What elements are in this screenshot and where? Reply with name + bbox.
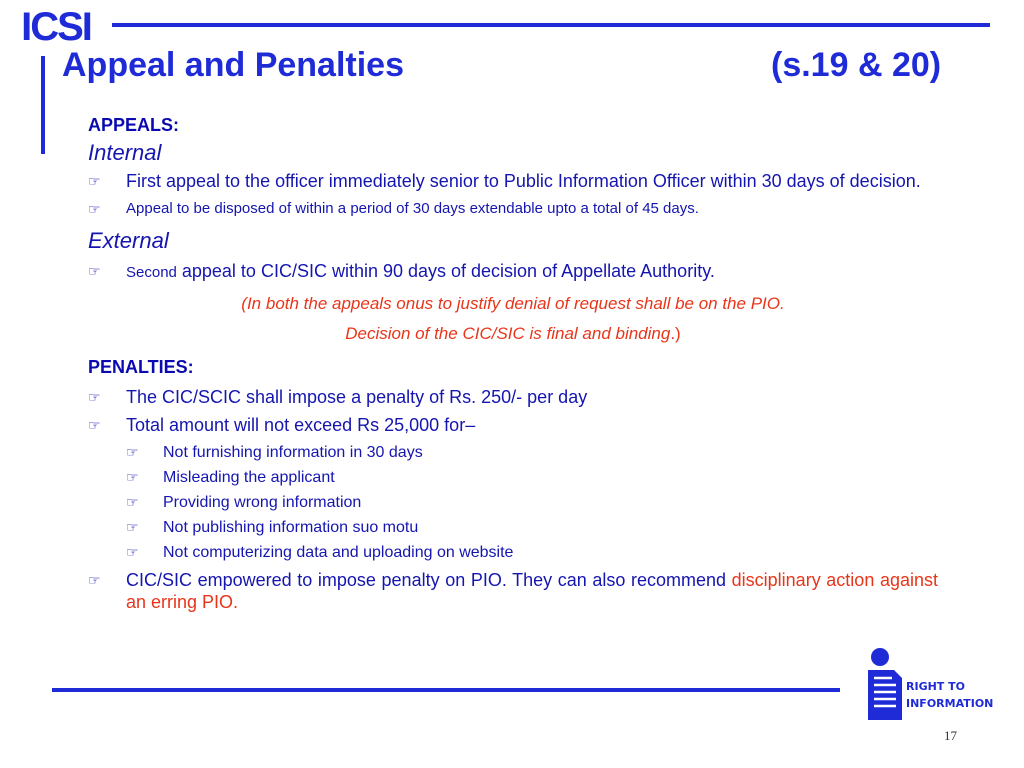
- sub-list-item: ☞ Not computerizing data and uploading on website: [88, 540, 938, 565]
- pointing-hand-icon: ☞: [88, 263, 101, 279]
- pointing-hand-icon: ☞: [88, 201, 101, 217]
- appeals-heading: APPEALS:: [88, 115, 180, 135]
- page-number: 17: [944, 728, 957, 743]
- top-rule: [112, 23, 990, 27]
- list-item: ☞ CIC/SIC empowered to impose penalty on PIO. They can also recommend disciplinary action against an erring PIO.: [88, 570, 938, 612]
- pointing-hand-icon: ☞: [88, 417, 101, 433]
- title-section: (s.19 & 20): [771, 46, 942, 84]
- sub-list-item: ☞ Not publishing information suo motu: [88, 515, 938, 540]
- sub-list-item: ☞ Providing wrong information: [88, 490, 938, 515]
- appeals-note-line2: Decision of the CIC/SIC is final and binding.): [345, 324, 681, 343]
- sub-list-item: ☞ Not furnishing information in 30 days: [88, 440, 938, 465]
- pointing-hand-icon: ☞: [126, 444, 139, 460]
- list-item: ☞ The CIC/SCIC shall impose a penalty of Rs. 250/- per day: [88, 387, 588, 407]
- pointing-hand-icon: ☞: [126, 469, 139, 485]
- list-item: ☞ Appeal to be disposed of within a period of 30 days extendable upto a total of 45 days.: [88, 198, 938, 220]
- pointing-hand-icon: ☞: [126, 519, 139, 535]
- internal-label: Internal: [88, 140, 162, 165]
- appeals-note-line1: (In both the appeals onus to justify denial of request shall be on the PIO.: [241, 294, 785, 313]
- pointing-hand-icon: ☞: [88, 389, 101, 405]
- list-item: ☞ Total amount will not exceed Rs 25,000 for–: [88, 415, 476, 435]
- logo-text: ICSI: [21, 5, 91, 46]
- slide-content: [88, 112, 938, 613]
- left-rule: [41, 56, 45, 154]
- pointing-hand-icon: ☞: [126, 544, 139, 560]
- pointing-hand-icon: ☞: [88, 572, 101, 588]
- sub-list-item: ☞ Misleading the applicant: [88, 465, 938, 490]
- bottom-rule: [52, 688, 840, 692]
- rti-label: RIGHT TO INFORMATION: [906, 680, 994, 710]
- penalties-heading: PENALTIES:: [88, 357, 194, 377]
- pointing-hand-icon: ☞: [126, 494, 139, 510]
- pointing-hand-icon: ☞: [88, 173, 101, 189]
- list-item: ☞ Second appeal to CIC/SIC within 90 days of decision of Appellate Authority.: [88, 261, 715, 281]
- title-main: Appeal and Penalties: [62, 46, 404, 84]
- rti-head-icon: [871, 648, 889, 666]
- page-title: [62, 40, 962, 90]
- list-item: ☞ First appeal to the officer immediately senior to Public Information Officer within 30 days of decision.: [88, 171, 921, 191]
- external-label: External: [88, 228, 169, 253]
